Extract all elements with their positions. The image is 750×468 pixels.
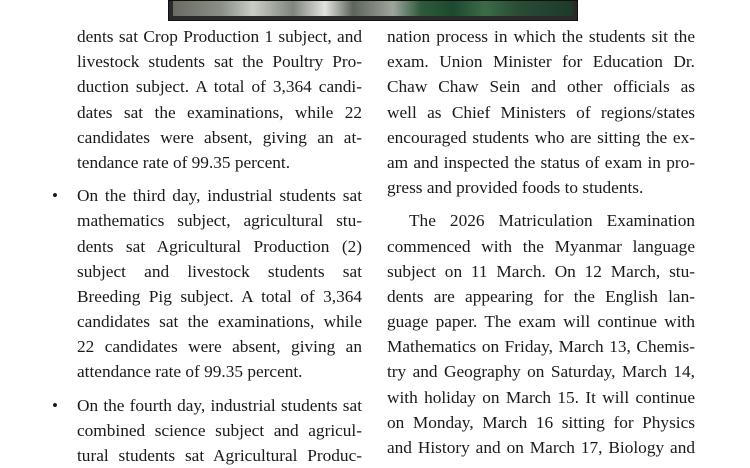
text-line: on Monday, March 16 sitting for Physics: [387, 412, 695, 432]
text-line: candidates were absent, giving an at-: [77, 127, 362, 147]
bullet-item-fourth-day: [0, 393, 362, 468]
text-line: tural students sat Agricultural Produc-: [77, 446, 362, 465]
text-line: attendance rate of 99.35 percent.: [77, 362, 303, 382]
text-line: nation process in which the students sit the: [387, 27, 695, 46]
paragraph-exam-schedule: [387, 208, 695, 460]
text-line: dents sat Agricultural Production (2): [77, 236, 362, 256]
text-line: combined science subject and agricul-: [77, 420, 362, 440]
text-line: dents are appearing for the English lan-: [387, 286, 695, 306]
text-line: and History and on March 17, Biology and: [387, 438, 695, 457]
bullet-icon: •: [52, 395, 58, 415]
text-line: candidates sat the examinations, while: [77, 312, 362, 332]
text-line: The 2026 Matriculation Examination: [409, 211, 695, 231]
text-line: dents sat Crop Production 1 subject, and: [77, 27, 362, 46]
text-line: tendance rate of 99.35 percent.: [77, 152, 291, 172]
text-line: duction subject. A total of 3,364 candi-: [77, 77, 362, 97]
photo-image: [173, 1, 573, 16]
bullet-item-third-day: [0, 183, 362, 385]
left-column: [0, 24, 362, 468]
paragraph-exam-process: [387, 24, 695, 200]
text-line: subject and livestock students sat: [77, 261, 362, 281]
text-line: exam. Union Minister for Education Dr.: [387, 52, 695, 72]
text-line: with holiday on March 15. It will continue: [387, 387, 695, 407]
right-column: [387, 24, 695, 460]
bullet-icon: •: [52, 186, 58, 206]
text-line: On the fourth day, industrial students sat: [77, 395, 362, 415]
continued-bullet-paragraph: [0, 24, 362, 175]
news-photo: [168, 0, 578, 21]
text-line: encouraged students who are sitting the ex-: [387, 127, 695, 147]
text-line: mathematics subject, agricultural stu-: [77, 211, 362, 231]
text-line: dates sat the examinations, while 22: [77, 102, 362, 122]
text-line: Chaw Chaw Sein and other officials as: [387, 77, 695, 97]
text-line: subject on 11 March. On 12 March, stu-: [387, 261, 695, 281]
text-line: gress and provided foods to students.: [387, 178, 644, 198]
text-line: Breeding Pig subject. A total of 3,364: [77, 286, 362, 306]
text-line: guage paper. The exam will continue with: [387, 312, 695, 332]
text-line: commenced with the Myanmar language: [387, 236, 695, 256]
text-line: Mathematics on Friday, March 13, Chemis-: [387, 337, 695, 357]
text-line: am and inspected the status of exam in pro-: [387, 152, 695, 172]
text-line: try and Geography on Saturday, March 14,: [387, 362, 695, 382]
text-line: On the third day, industrial students sat: [77, 186, 362, 206]
text-line: well as Chief Ministers of regions/states: [387, 102, 695, 122]
text-line: livestock students sat the Poultry Pro-: [77, 52, 362, 72]
text-line: 22 candidates were absent, giving an: [77, 337, 362, 357]
